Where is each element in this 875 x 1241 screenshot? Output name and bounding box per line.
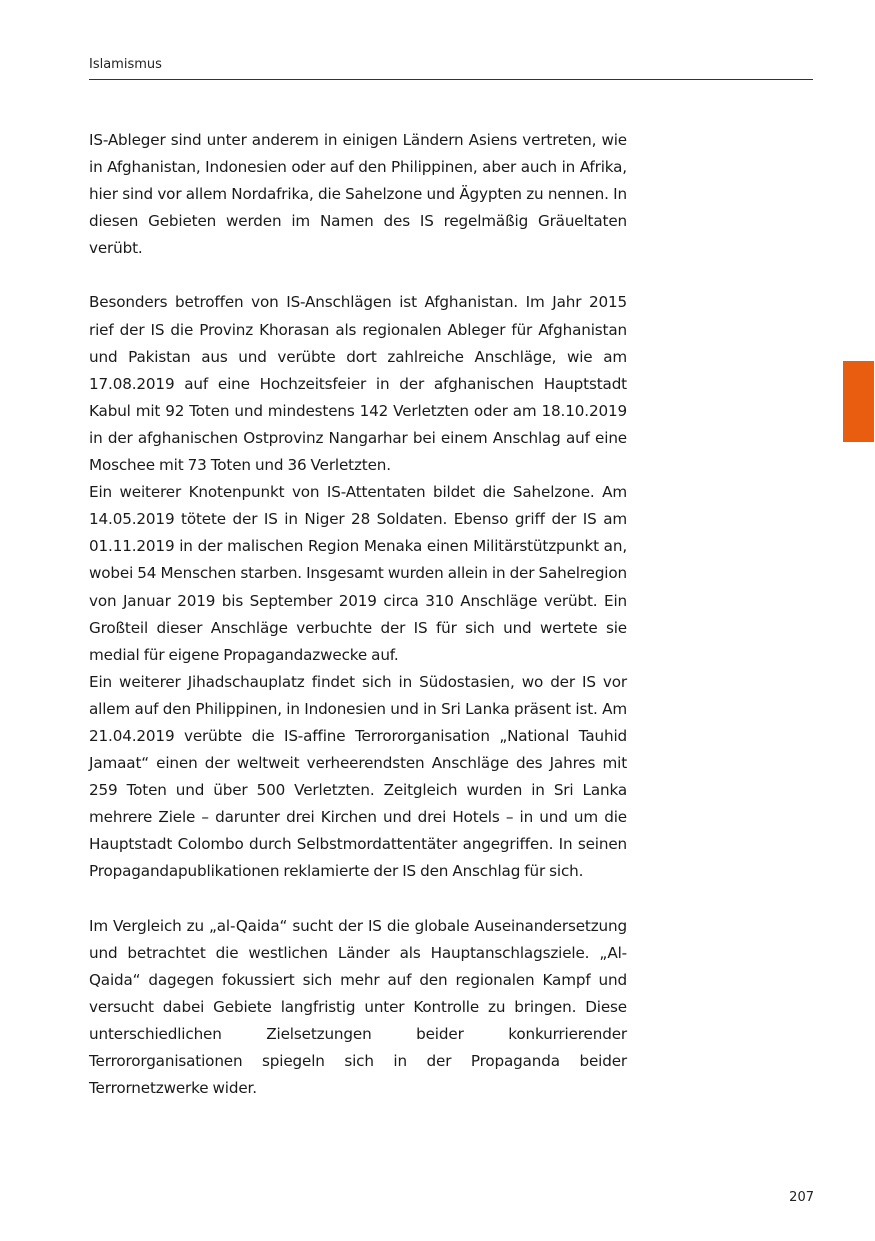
header-rule: [89, 79, 813, 80]
paragraph: IS-Ableger sind unter anderem in einigen Ländern Asiens vertreten, wie in Afghanistan, Indonesien oder auf den Philippinen, aber auch in Afrika, hier sind vor allem Nordafrika, die Sahelzone und Ägypten zu nennen. In diesen Gebieten werden im Namen des IS regelmäßig Gräueltaten verübt.: [89, 131, 627, 258]
body-text: [89, 127, 627, 1102]
chapter-tab-marker: [843, 361, 874, 442]
page-number: 207: [789, 1190, 814, 1205]
paragraph: Ein weiterer Jihadschauplatz findet sich in Südostasien, wo der IS vor allem auf den Philippinen, in Indonesien und in Sri Lanka präsent ist. Am 21.04.2019 verübte die IS-affine Terrororganisation „National Tauhid Jamaat“ einen der weltweit verheerendsten Anschläge des Jahres mit 259 Toten und über 500 Verletzten. Zeitgleich wurden in Sri Lanka mehrere Ziele – darunter drei Kirchen und drei Hotels – in und um die Hauptstadt Colombo durch Selbstmordattentäter angegriffen. In seinen Propagandapublikationen reklamierte der IS den Anschlag für sich.: [89, 672, 627, 881]
paragraph: Besonders betroffen von IS-Anschlägen ist Afghanistan. Im Jahr 2015 rief der IS die Provinz Khorasan als regionalen Ableger für Afghanistan und Pakistan aus und verübte dort zahlreiche Anschläge, wie am 17.08.2019 auf eine Hochzeitsfeier in der afghanischen Hauptstadt Kabul mit 92 Toten und mindestens 142 Verletzten oder am 18.10.2019 in der afghanischen Ostprovinz Nangarhar bei einem Anschlag auf eine Moschee mit 73 Toten und 36 Verletzten.: [89, 293, 627, 475]
running-header: Islamismus: [89, 57, 162, 72]
paragraph: Im Vergleich zu „al-Qaida“ sucht der IS die globale Auseinandersetzung und betrachtet die westlichen Länder als Hauptanschlagsziele. „Al-Qaida“ dagegen fokussiert sich mehr auf den regionalen Kampf und versucht dabei Gebiete langfristig unter Kontrolle zu bringen. Diese unterschiedlichen Zielsetzungen beider konkurrierender Terrororganisationen spiegeln sich in der Propaganda beider Terrornetzwerke wider.: [89, 916, 627, 1098]
paragraph: Ein weiterer Knotenpunkt von IS-Attentaten bildet die Sahelzone. Am 14.05.2019 tötete der IS in Niger 28 Soldaten. Ebenso griff der IS am 01.11.2019 in der malischen Region Menaka einen Militärstützpunkt an, wobei 54 Menschen starben. Insgesamt wurden allein in der Sahelregion von Januar 2019 bis September 2019 circa 310 Anschläge verübt. Ein Großteil dieser Anschläge verbuchte der IS für sich und wertete sie medial für eigene Propagandazwecke auf.: [89, 483, 627, 664]
